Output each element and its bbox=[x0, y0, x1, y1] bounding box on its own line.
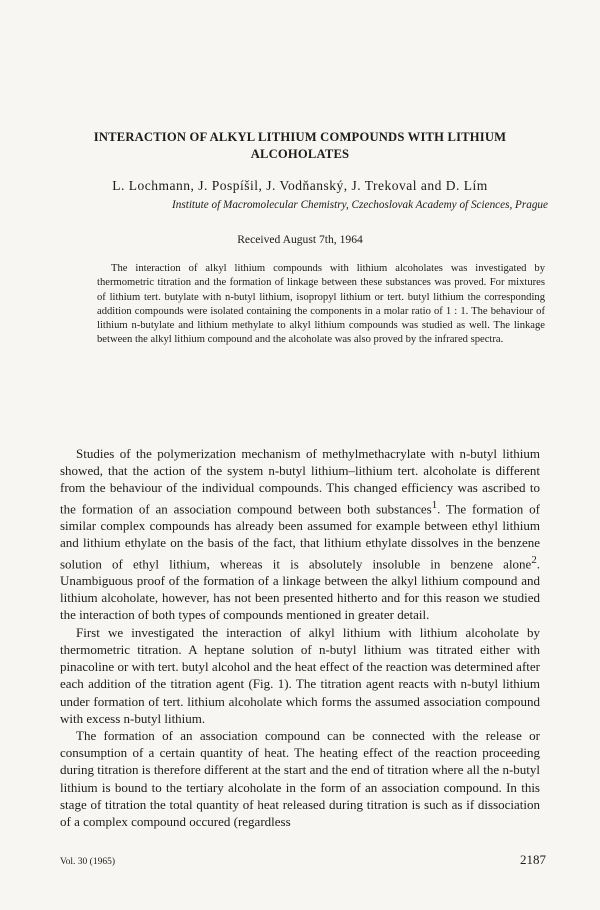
body-paragraph-1-part-a: Studies of the polymerization mechanism of methylmethacrylate with n-butyl lithium showed, that the action of the system n-butyl lithium–lithium tert. alcoholate is different from the behaviour of the individual compounds. This changed efficiency was ascribed to the formation of an association compound between both substances bbox=[60, 446, 540, 516]
reference-marker-1: 1 bbox=[431, 498, 438, 511]
page-number: 2187 bbox=[520, 852, 546, 867]
received-date: Received August 7th, 1964 bbox=[237, 233, 363, 246]
body-paragraph-3: The formation of an association compound can be connected with the release or consumption of a certain quantity of heat. The heating effect of the reaction proceeding during titration is therefore different at the start and the end of titration where all the n-butyl lithium is bound to the tertiary alcoholate in the form of an association compound. In this stage of titration the total quantity of heat released during titration is such as if dissociation of a complex compound occured (regardless bbox=[60, 727, 540, 829]
volume-label: Vol. 30 (1965) bbox=[60, 857, 115, 867]
body-paragraph-2: First we investigated the interaction of alkyl lithium with lithium alcoholate by thermometric titration. A heptane solution of n-butyl lithium was titrated either with pinacoline or with tert. butyl alcohol and the heat effect of the reaction was determined after each addition of the titration agent (Fig. 1). The titration agent reacts with n-butyl lithium under formation of tert. lithium alcoholate which forms the assumed association compound with excess n-butyl lithium. bbox=[60, 624, 540, 726]
article-body bbox=[60, 445, 540, 830]
page-footer bbox=[60, 852, 546, 868]
author-list: L. Lochmann, J. Pospíšil, J. Vodňanský, J. Trekoval and D. Lím bbox=[112, 178, 488, 193]
body-paragraph-1 bbox=[60, 445, 540, 624]
article-title: INTERACTION OF ALKYL LITHIUM COMPOUNDS WITH LITHIUM ALCOHOLATES bbox=[93, 130, 507, 161]
abstract: The interaction of alkyl lithium compounds with lithium alcoholates was investigated by thermometric titration and the formation of linkage between these substances was proved. For mixtures of lithium tert. butylate with n-butyl lithium, isopropyl lithium or tert. butyl lithium the corresponding addition compounds were isolated containing the components in a molar ratio of 1 : 1. The behaviour of lithium n-butylate and lithium methylate to alkyl lithium compounds was studied as well. The linkage between the alkyl lithium compound and the alcoholate was also proved by the infrared spectra. bbox=[97, 263, 545, 346]
affiliation: Institute of Macromolecular Chemistry, Czechoslovak Academy of Sciences, Prague bbox=[172, 199, 548, 211]
body-paragraph-1-part-c: . Unambiguous proof of the formation of a linkage between the alkyl lithium compound and lithium alcoholate, however, has not been presented hitherto and for this reason we studied the interaction of both types of compounds mentioned in greater detail. bbox=[60, 555, 540, 623]
body-paragraph-1-part-b: . The formation of similar complex compounds has already been assumed for example between ethyl lithium and lithium ethylate on the basis of the fact, that lithium ethylate dissolves in the benzene solution of ethyl lithium, whereas it is absolutely insoluble in benzene alone bbox=[60, 500, 540, 571]
reference-marker-2: 2 bbox=[531, 553, 537, 566]
